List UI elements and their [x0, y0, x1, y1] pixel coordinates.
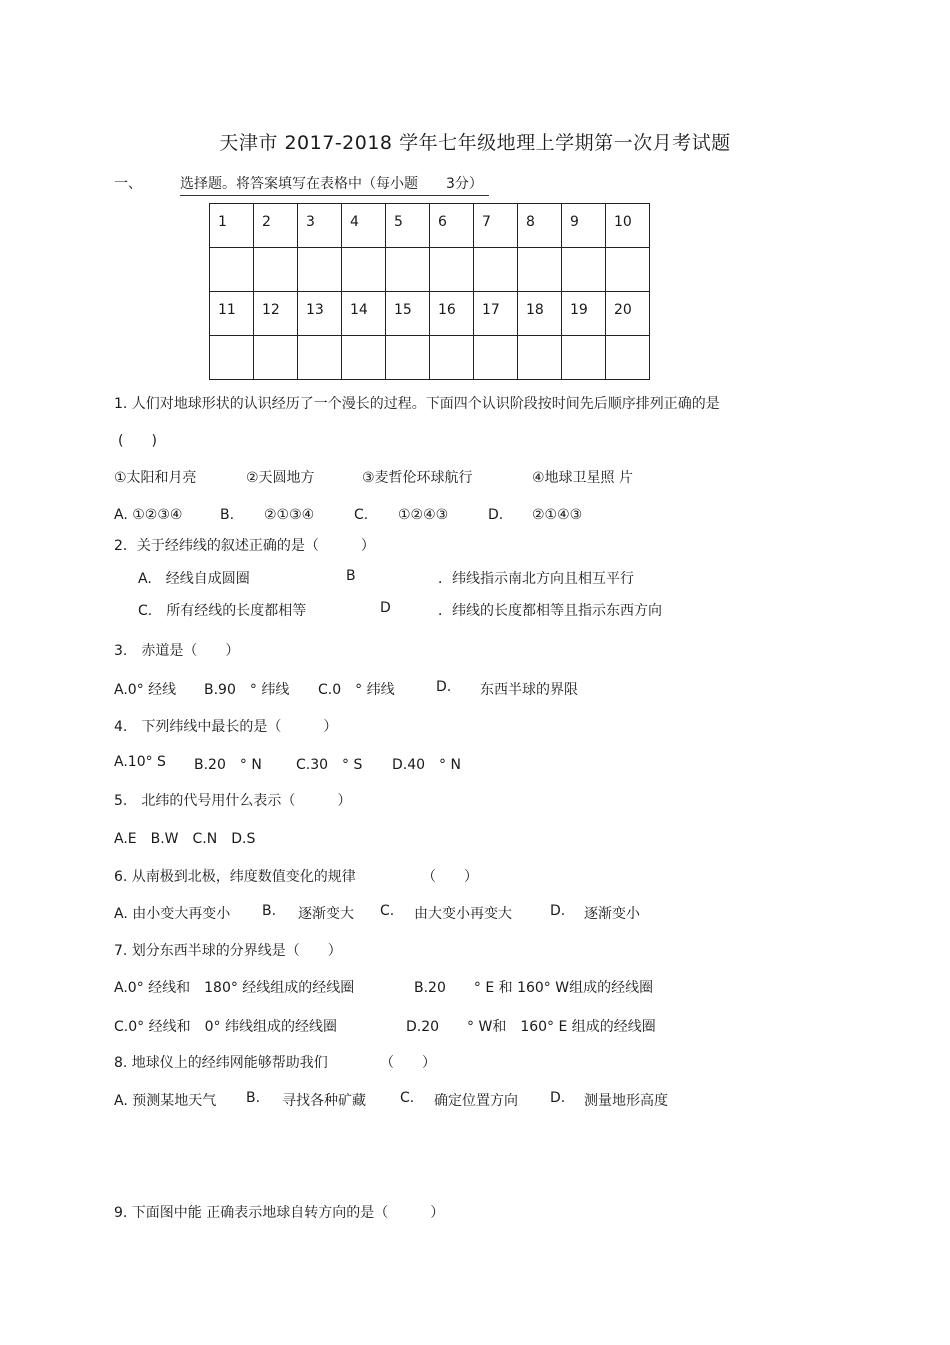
question-7-stem: 7. 划分东西半球的分界线是（ ）: [114, 943, 342, 959]
q6-option[interactable]: B.: [262, 903, 277, 919]
question-8-paren: （ ）: [380, 1055, 436, 1071]
answer-cell[interactable]: [518, 248, 562, 292]
q3-option[interactable]: C.0 ° 纬线: [318, 682, 395, 698]
answer-cell[interactable]: [606, 248, 650, 292]
question-number: 4: [350, 214, 359, 230]
q6-option[interactable]: D.: [550, 903, 566, 919]
answer-cell[interactable]: [386, 248, 430, 292]
q2-option-a[interactable]: A. 经线自成圆圈: [138, 571, 250, 587]
q1-item: ③麦哲伦环球航行: [362, 470, 473, 486]
q8-option[interactable]: D.: [550, 1090, 566, 1106]
question-6-paren: （ ）: [422, 869, 478, 885]
q4-option[interactable]: A.10° S: [114, 754, 166, 770]
table-cell: [606, 292, 650, 336]
q2-option-d-text[interactable]: ．纬线的长度都相等且指示东西方向: [438, 603, 662, 619]
q2-option-c[interactable]: C. 所有经线的长度都相等: [138, 603, 307, 619]
table-cell: [386, 204, 430, 248]
table-cell: [474, 204, 518, 248]
q1-item: ④地球卫星照 片: [532, 470, 634, 486]
q3-option[interactable]: A.0° 经线: [114, 682, 177, 698]
question-number: 3: [306, 214, 315, 230]
table-cell: [386, 292, 430, 336]
table-cell: [474, 292, 518, 336]
answer-cell[interactable]: [518, 336, 562, 380]
answer-cell[interactable]: [430, 336, 474, 380]
section-instruction: 选择题。将答案填写在表格中（每小题 3分）: [180, 173, 489, 196]
table-cell: [606, 204, 650, 248]
q3-option[interactable]: B.90 ° 纬线: [204, 682, 290, 698]
q6-option[interactable]: 逐渐变大: [298, 906, 354, 922]
q7-option-c[interactable]: C.0° 经线和 0° 纬线组成的经线圈: [114, 1019, 337, 1035]
q2-option-d-label[interactable]: D: [380, 600, 391, 616]
q1-option[interactable]: A. ①②③④: [114, 507, 183, 523]
answer-cell[interactable]: [386, 336, 430, 380]
q1-option[interactable]: B.: [220, 507, 235, 523]
question-number: 18: [526, 302, 544, 318]
question-number: 5: [394, 214, 403, 230]
q1-option[interactable]: D.: [488, 507, 504, 523]
q5-options[interactable]: A.E B.W C.N D.S: [114, 831, 256, 847]
table-cell: [518, 292, 562, 336]
answer-cell[interactable]: [254, 336, 298, 380]
table-cell: [254, 204, 298, 248]
question-1-paren: ( ): [118, 433, 157, 449]
answer-table-number-row: [210, 204, 650, 248]
q6-option[interactable]: 由大变小再变大: [414, 906, 512, 922]
question-number: 8: [526, 214, 535, 230]
q1-option[interactable]: ②①③④: [264, 507, 315, 523]
q4-option[interactable]: C.30 ° S: [296, 757, 363, 773]
q1-option[interactable]: ②①④③: [532, 507, 583, 523]
q1-option[interactable]: ①②④③: [398, 507, 449, 523]
question-number: 10: [614, 214, 632, 230]
answer-cell[interactable]: [430, 248, 474, 292]
table-cell: [210, 204, 254, 248]
q7-option-a[interactable]: A.0° 经线和 180° 经线组成的经线圈: [114, 980, 355, 996]
q7-option-d[interactable]: D.20 ° W和 160° E 组成的经线圈: [406, 1019, 656, 1035]
question-number: 15: [394, 302, 412, 318]
q4-option[interactable]: D.40 ° N: [392, 757, 461, 773]
q1-option[interactable]: C.: [354, 507, 369, 523]
answer-cell[interactable]: [562, 336, 606, 380]
q1-item: ②天圆地方: [246, 470, 315, 486]
q3-option[interactable]: 东西半球的界限: [480, 682, 578, 698]
question-number: 17: [482, 302, 500, 318]
table-cell: [518, 204, 562, 248]
question-9-stem: 9. 下面图中能 正确表示地球自转方向的是（ ）: [114, 1205, 445, 1221]
answer-cell[interactable]: [254, 248, 298, 292]
answer-table: [209, 203, 650, 380]
question-2-stem: 2．关于经纬线的叙述正确的是（ ）: [114, 538, 375, 554]
table-cell: [430, 204, 474, 248]
question-number: 16: [438, 302, 456, 318]
question-number: 20: [614, 302, 632, 318]
answer-cell[interactable]: [474, 248, 518, 292]
q8-option[interactable]: C.: [400, 1090, 415, 1106]
answer-cell[interactable]: [606, 336, 650, 380]
answer-cell[interactable]: [474, 336, 518, 380]
question-number: 14: [350, 302, 368, 318]
answer-cell[interactable]: [342, 248, 386, 292]
question-number: 19: [570, 302, 588, 318]
q3-option[interactable]: D.: [436, 679, 452, 695]
q8-option[interactable]: B.: [246, 1090, 261, 1106]
table-cell: [342, 292, 386, 336]
question-number: 6: [438, 214, 447, 230]
page-title: 天津市 2017-2018 学年七年级地理上学期第一次月考试题: [219, 132, 731, 154]
answer-cell[interactable]: [342, 336, 386, 380]
answer-table-blank-row: [210, 248, 650, 292]
table-cell: [298, 204, 342, 248]
answer-cell[interactable]: [298, 336, 342, 380]
question-number: 11: [218, 302, 236, 318]
q1-item: ①太阳和月亮: [114, 470, 197, 486]
q8-option[interactable]: 寻找各种矿藏: [282, 1093, 366, 1109]
question-6-stem: 6. 从南极到北极，纬度数值变化的规律: [114, 869, 356, 885]
section-number: 一、: [114, 176, 142, 192]
table-cell: [210, 292, 254, 336]
table-cell: [562, 292, 606, 336]
q2-option-b-label[interactable]: B: [346, 568, 356, 584]
q4-option[interactable]: B.20 ° N: [194, 757, 262, 773]
question-number: 7: [482, 214, 491, 230]
q6-option[interactable]: A. 由小变大再变小: [114, 906, 231, 922]
q7-option-b[interactable]: B.20 ° E 和 160° W组成的经线圈: [414, 980, 654, 996]
q8-option[interactable]: 测量地形高度: [584, 1093, 668, 1109]
table-cell: [342, 204, 386, 248]
question-5-stem: 5. 北纬的代号用什么表示（ ）: [114, 793, 352, 809]
q2-option-b-text[interactable]: ．纬线指示南北方向且相互平行: [438, 571, 634, 587]
q6-option[interactable]: 逐渐变小: [584, 906, 640, 922]
question-number: 1: [218, 214, 227, 230]
q8-option[interactable]: A. 预测某地天气: [114, 1093, 217, 1109]
q6-option[interactable]: C.: [380, 903, 395, 919]
question-number: 13: [306, 302, 324, 318]
answer-cell[interactable]: [210, 248, 254, 292]
answer-table-number-row: [210, 292, 650, 336]
answer-cell[interactable]: [298, 248, 342, 292]
answer-cell[interactable]: [210, 336, 254, 380]
question-number: 12: [262, 302, 280, 318]
question-1-stem: 1. 人们对地球形状的认识经历了一个漫长的过程。下面四个认识阶段按时间先后顺序排列正确的是: [114, 396, 720, 412]
table-cell: [298, 292, 342, 336]
table-cell: [254, 292, 298, 336]
answer-cell[interactable]: [562, 248, 606, 292]
q8-option[interactable]: 确定位置方向: [434, 1093, 518, 1109]
table-cell: [430, 292, 474, 336]
question-3-stem: 3. 赤道是（ ）: [114, 643, 240, 659]
question-number: 9: [570, 214, 579, 230]
question-number: 2: [262, 214, 271, 230]
question-8-stem: 8. 地球仪上的经纬网能够帮助我们: [114, 1055, 328, 1071]
answer-table-blank-row: [210, 336, 650, 380]
table-cell: [562, 204, 606, 248]
question-4-stem: 4. 下列纬线中最长的是（ ）: [114, 719, 338, 735]
